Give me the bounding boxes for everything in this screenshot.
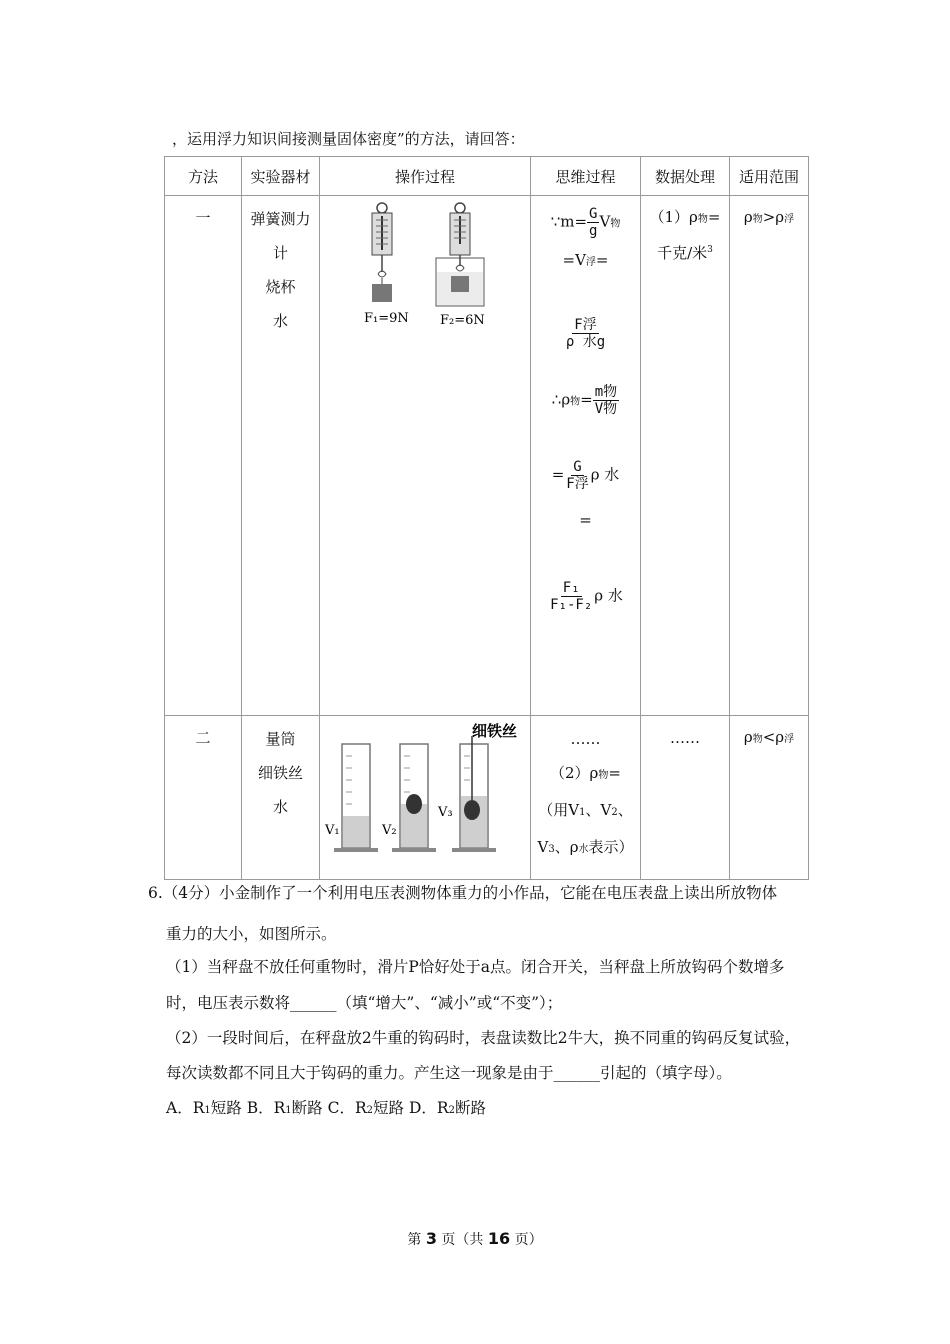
equipment-item: 细铁丝 xyxy=(257,764,303,782)
label-f1: F₁=9N xyxy=(364,311,409,326)
header-data: 数据处理 xyxy=(641,157,730,196)
range-1: ρ物>ρ浮 xyxy=(743,208,795,226)
graduated-cylinder-diagram xyxy=(320,716,530,878)
question-6-part2-b: 每次读数都不同且大于钩码的重力。产生这一现象是由于______引起的（填字母）。 xyxy=(166,1064,732,1082)
intro-text: ，运用浮力知识间接测量固体密度”的方法，请回答： xyxy=(172,130,525,148)
table-row xyxy=(165,196,809,716)
equipment-item: 水 xyxy=(272,798,288,816)
density-method-table xyxy=(164,156,809,880)
label-v2: V₂ xyxy=(382,823,397,838)
option-b: B．R1断路 xyxy=(246,1099,323,1117)
question-6-line1: 6.（4分）小金制作了一个利用电压表测物体重力的小作品，它能在电压表盘上读出所放物体 xyxy=(148,884,778,902)
option-a: A．R1短路 xyxy=(166,1099,242,1117)
header-range: 适用范围 xyxy=(730,157,809,196)
label-f2: F₂=6N xyxy=(440,313,485,328)
question-6-part1-b: 时，电压表示数将______（填“增大”、“减小”或“不变”）； xyxy=(166,994,563,1012)
equipment-item: 弹簧测力 xyxy=(250,210,311,228)
table-header-row xyxy=(165,157,809,196)
thinking-process-2: …… （2）ρ物= （用V1、V2、 V3、ρ水表示） xyxy=(537,730,634,856)
data-processing-1: （1）ρ物= 千克/米$^3$ xyxy=(649,208,721,262)
page-total: 16 xyxy=(487,1229,511,1248)
header-method: 方法 xyxy=(165,157,242,196)
spring-scale-diagram xyxy=(320,196,530,336)
page-footer: 第 3 页（共 16 页） xyxy=(407,1229,543,1248)
equipment-item: 计 xyxy=(272,244,288,262)
method-1: 一 xyxy=(195,209,211,227)
page-number: 3 xyxy=(425,1229,437,1248)
range-2: ρ物<ρ浮 xyxy=(743,728,795,746)
header-procedure: 操作过程 xyxy=(320,157,531,196)
equipment-item: 烧杯 xyxy=(265,278,296,296)
thinking-process-1: ∵m= $\frac{G}{g}$ V物 =V浮= $\frac{\text{F浮}}{\text{ρ 水g}}$ ∴ρ物= $\frac{\text{m物}}{\text{V物}}$ = $\frac{G}{\text{F浮}}$ ρ 水 = $\frac{\text{F₁}}{\text{F₁-F₂}}$ ρ 水 xyxy=(550,206,623,613)
question-score: （4分） xyxy=(162,884,220,902)
method-2: 二 xyxy=(195,729,211,747)
data-processing-2: …… xyxy=(670,729,700,747)
table-row xyxy=(165,716,809,880)
equipment-item: 水 xyxy=(272,312,288,330)
header-equipment: 实验器材 xyxy=(242,157,320,196)
label-v3: V₃ xyxy=(438,805,453,820)
equipment-item: 量筒 xyxy=(265,730,296,748)
answer-options xyxy=(166,1094,486,1125)
question-6-part2-a: （2）一段时间后，在秤盘放2牛重的钩码时，表盘读数比2牛大，换不同重的钩码反复试验， xyxy=(166,1029,801,1047)
question-6-part1-a: （1）当秤盘不放任何重物时，滑片P恰好处于a点。闭合开关，当秤盘上所放钩码个数增多 xyxy=(166,958,785,976)
option-c: C．R2短路 xyxy=(327,1099,405,1117)
question-6-line2: 重力的大小，如图所示。 xyxy=(166,925,337,943)
question-number: 6. xyxy=(148,884,163,902)
option-d: D．R2断路 xyxy=(408,1099,486,1117)
header-thinking: 思维过程 xyxy=(531,157,641,196)
wire-label: 细铁丝 xyxy=(472,722,518,740)
label-v1: V₁ xyxy=(325,823,340,838)
